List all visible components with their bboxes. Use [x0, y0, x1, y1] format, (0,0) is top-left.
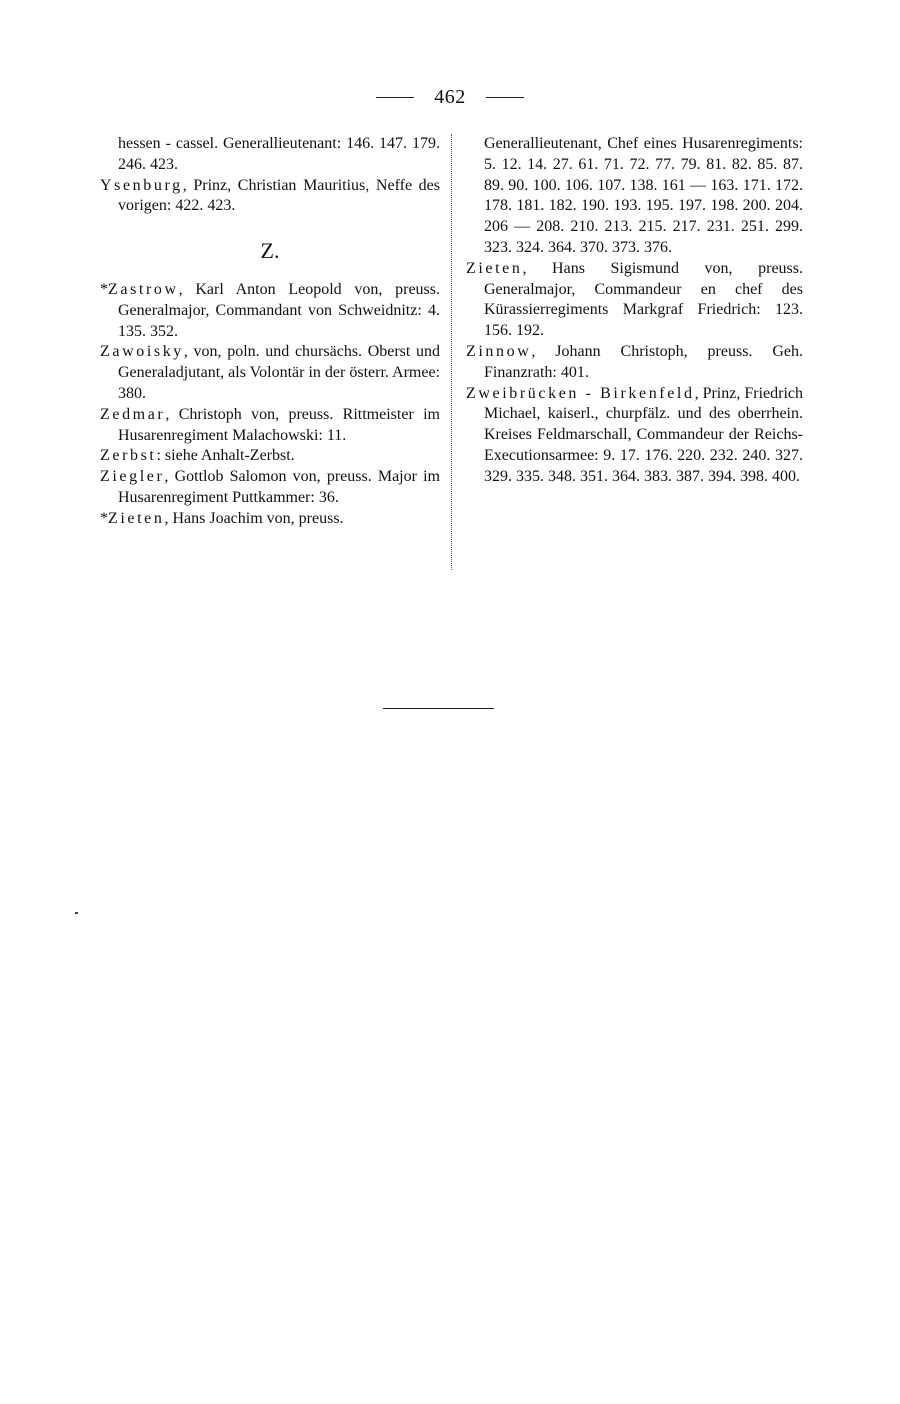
entry-star: *	[100, 280, 108, 298]
page-number: 462	[434, 86, 466, 108]
column-divider	[451, 134, 452, 570]
continued-entry: Generallieutenant, Chef eines Husarenregiments: 5. 12. 14. 27. 61. 71. 72. 77. 79. 81. 82. 85. 87. 89. 90. 100. 106. 107. 138. 161 — 163. 171. 172. 178. 181. 182. 190. 193. 195. 197. 198. 200. 204. 206 — 208. 210. 213. 215. 217. 231. 251. 299. 323. 324. 364. 370. 373. 376.	[484, 135, 803, 256]
entry-text: , Christoph von, preuss. Rittmeister im Husarenregiment Malachowski: 11.	[118, 405, 440, 444]
index-entry	[466, 342, 803, 384]
section-letter: Z.	[260, 238, 280, 264]
index-entry	[100, 467, 440, 509]
end-rule	[383, 708, 494, 709]
entry-name: Zweibrücken - Birkenfeld	[466, 384, 695, 402]
entry-name: Zawoisky	[100, 343, 184, 361]
entry-name: Ysenburg	[100, 176, 183, 194]
print-speck	[75, 912, 78, 914]
header-rule-right	[486, 97, 524, 98]
entry-name: Zerbst	[100, 447, 157, 465]
entry-text: , Johann Christoph, preuss. Geh. Finanzrath: 401.	[484, 342, 803, 381]
index-entry	[100, 405, 440, 447]
index-entry	[466, 384, 803, 488]
right-column	[466, 134, 803, 488]
entry-name: Zedmar	[100, 405, 166, 423]
entry-text: , Gottlob Salomon von, preuss. Major im Husarenregiment Puttkammer: 36.	[118, 468, 440, 506]
page-header	[0, 86, 900, 109]
continued-entry: hessen - cassel. Generallieutenant: 146. 147. 179. 246. 423.	[118, 135, 440, 173]
entry-text: , Prinz, Christian Mauritius, Neffe des vorigen: 422. 423.	[118, 176, 440, 215]
index-entry	[100, 446, 440, 467]
index-entry	[100, 509, 440, 530]
index-entry	[466, 259, 803, 342]
index-entry	[100, 280, 440, 342]
entry-text: , Prinz, Friedrich Michael, kaiserl., churpfälz. und des oberrhein. Kreises Feldmarschall, Commandeur der Reichs-Executionsarmee: 9. 17. 176. 220. 232. 240. 327. 329. 335. 348. 351. 364. 383. 387. 394. 398. 400.	[484, 384, 804, 485]
entry-text: : siehe Anhalt-Zerbst.	[156, 447, 295, 465]
entry-text: , Karl Anton Leopold von, preuss. Generalmajor, Commandant von Schweidnitz: 4. 135. 352.	[118, 280, 440, 340]
entry-name: Zastrow	[108, 280, 179, 298]
entry-name: Ziegler	[100, 468, 165, 486]
entry-text: , von, poln. und chursächs. Oberst und Generaladjutant, als Volontär in der österr. Armee: 380.	[118, 343, 440, 402]
entry-name: Zieten	[108, 509, 165, 527]
left-column	[100, 134, 440, 530]
entry-text: , Hans Sigismund von, preuss. Generalmajor, Commandeur en chef des Kürassierregiments Markgraf Friedrich: 123. 156. 192.	[484, 259, 803, 340]
header-rule-left	[376, 97, 414, 98]
entry-name: Zieten	[466, 259, 523, 277]
entry-text: , Hans Joachim von, preuss.	[164, 509, 344, 527]
index-entry	[100, 176, 440, 218]
entry-name: Zinnow	[466, 342, 532, 360]
entry-star: *	[100, 509, 108, 527]
index-entry	[100, 342, 440, 404]
